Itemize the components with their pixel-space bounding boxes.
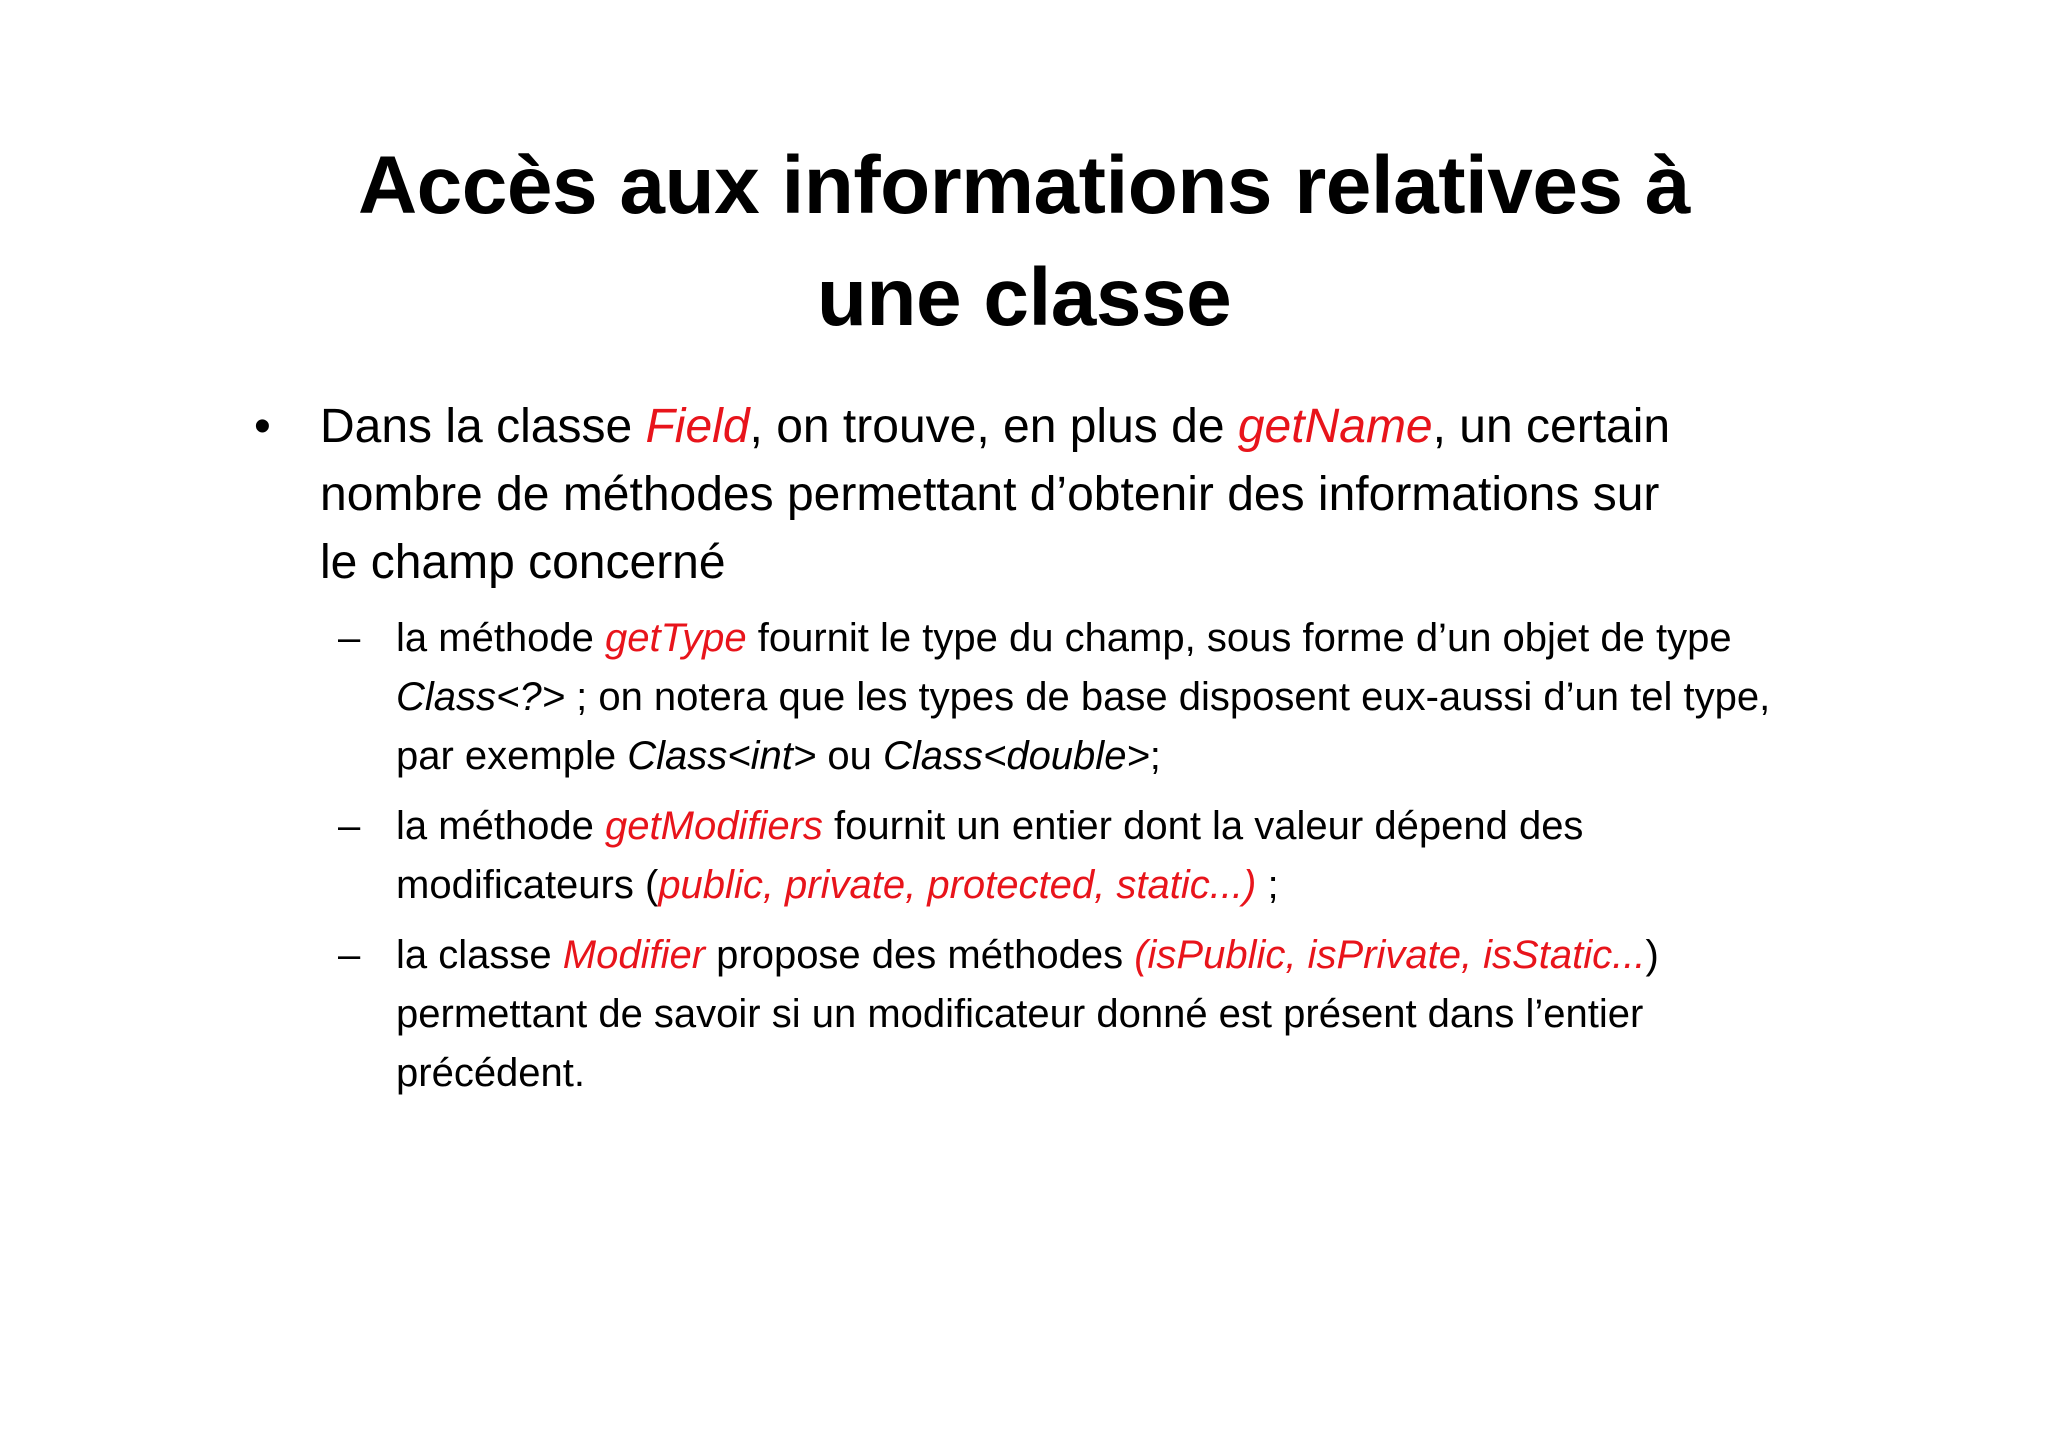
sub-bullet-list <box>250 609 1850 1103</box>
sub1-text-2: fournit le type du champ, sous forme d’un objet de type <box>746 616 1732 660</box>
sub1-text-5: ; <box>1149 734 1161 778</box>
sub3-method-list: (isPublic, isPrivate, isStatic... <box>1134 933 1646 977</box>
sub1-text-4: ou <box>816 734 883 778</box>
sub-bullet-marker: – <box>338 933 361 977</box>
bullet1-text-1: Dans la classe <box>320 400 646 453</box>
sub-bullet-gettype <box>250 609 1816 786</box>
title-line-2: une classe <box>816 252 1232 343</box>
sub1-class-wildcard: Class<?> <box>396 675 565 719</box>
sub2-text-3: ; <box>1256 863 1279 907</box>
title-line-1: Accès aux informations relatives à <box>357 140 1691 231</box>
sub1-text-1: la méthode <box>396 616 606 660</box>
sub2-text-1: la méthode <box>396 804 606 848</box>
slide-body <box>250 393 1850 1114</box>
sub3-text-1: la classe <box>396 933 563 977</box>
sub-bullet-marker: – <box>338 616 361 660</box>
bullet1-text-2: , on trouve, en plus de <box>749 400 1238 453</box>
bullet1-getname-term: getName <box>1237 400 1433 453</box>
sub1-class-double: Class<double> <box>882 734 1150 778</box>
bullet-marker: • <box>254 400 271 453</box>
sub1-class-int: Class<int> <box>627 734 817 778</box>
slide-title <box>230 130 1818 354</box>
sub-bullet-marker: – <box>338 804 361 848</box>
sub-bullet-getmodifiers <box>250 797 1816 915</box>
sub2-text-2: fournit un entier dont la valeur dépend des modificateurs ( <box>396 804 1584 907</box>
sub-bullet-modifier-class <box>250 926 1816 1103</box>
sub3-modifier-term: Modifier <box>562 933 706 977</box>
sub1-gettype-term: getType <box>605 616 747 660</box>
bullet-field-methods <box>250 393 1700 597</box>
sub2-modifier-list: public, private, protected, static...) <box>658 863 1257 907</box>
sub1-text-3: ; on notera que les types de base disposent eux-aussi d’un tel type, par exemple <box>396 675 1771 778</box>
sub3-text-3: ) permettant de savoir si un modificateur donné est présent dans l’entier précédent. <box>396 933 1659 1095</box>
sub3-text-2: propose des méthodes <box>705 933 1135 977</box>
bullet1-text-3: , un certain nombre de méthodes permettant d’obtenir des informations sur le champ concerné <box>320 400 1671 589</box>
sub2-getmodifiers-term: getModifiers <box>605 804 823 848</box>
bullet1-field-term: Field <box>645 400 750 453</box>
